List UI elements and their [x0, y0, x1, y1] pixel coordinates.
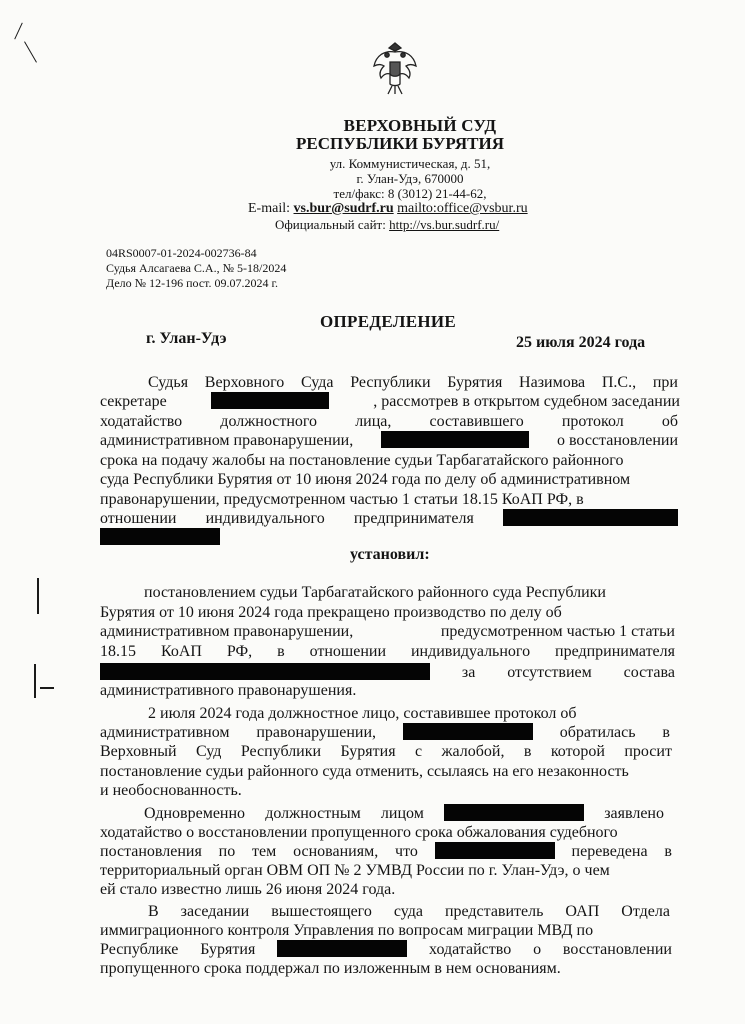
text-line — [100, 431, 678, 450]
text-line — [144, 804, 664, 823]
text-segment: секретаре — [100, 393, 167, 410]
redaction-block — [381, 431, 529, 448]
text-segment: суда Республики Бурятия от 10 июня 2024 года по делу об административном — [100, 471, 631, 488]
text-segment: с — [414, 743, 423, 760]
margin-mark — [14, 23, 23, 40]
text-line — [100, 742, 672, 761]
margin-mark — [34, 664, 36, 698]
text-segment: Суд — [196, 743, 222, 760]
text-segment: которой — [550, 743, 605, 760]
text-line — [100, 880, 500, 899]
email-link-2[interactable]: mailto:office@vsbur.ru — [397, 201, 528, 216]
text-segment: отношении — [100, 510, 177, 527]
text-line — [100, 681, 400, 700]
text-segment: В — [148, 903, 159, 920]
text-segment: , рассмотрев в открытом судебном заседании — [373, 393, 680, 410]
text-segment: постановления — [100, 843, 202, 860]
text-line — [100, 642, 675, 661]
text-segment: представитель — [444, 903, 544, 920]
redaction-block — [503, 509, 678, 526]
text-segment: административном — [100, 724, 230, 741]
text-line — [100, 490, 680, 509]
text-segment: предусмотренном частью 1 статьи — [440, 623, 675, 640]
case-number: Дело № 12-196 пост. 09.07.2024 г. — [106, 276, 279, 290]
text-line — [100, 861, 675, 880]
text-segment: КоАП — [160, 643, 202, 660]
text-segment: постановление судьи районного суда отменить, ссылаясь на его незаконность — [100, 763, 629, 780]
text-line — [100, 603, 675, 622]
text-segment: Республики — [240, 743, 322, 760]
text-line — [100, 622, 675, 641]
site-line — [275, 217, 499, 233]
text-line — [100, 921, 672, 940]
text-segment: индивидуального — [410, 643, 531, 660]
text-segment: Отдела — [621, 903, 670, 920]
text-segment: просит — [624, 743, 672, 760]
text-line — [100, 470, 678, 489]
text-segment: административном правонарушении, — [100, 623, 354, 640]
text-segment: при — [652, 374, 678, 391]
text-segment: и необоснованность. — [100, 782, 242, 799]
text-segment: ходатайство — [100, 413, 183, 430]
phone: тел/факс: 8 (3012) 21-44-62, — [333, 186, 487, 201]
text-segment: Бурятия — [447, 374, 503, 391]
text-segment: в — [523, 743, 532, 760]
text-line — [100, 723, 670, 742]
text-segment: суда — [393, 903, 423, 920]
address-city: г. Улан-Удэ, 670000 — [356, 171, 464, 186]
text-segment: срока на подачу жалобы на постановление судьи Тарбагатайского районного — [100, 452, 624, 469]
text-segment: Бурятия — [200, 941, 256, 958]
redaction-block — [211, 392, 329, 409]
margin-mark — [37, 578, 39, 614]
text-segment: Суда — [300, 374, 334, 391]
text-line — [148, 704, 670, 723]
ustanovil-heading: установил: — [350, 546, 430, 563]
text-segment: Верховного — [204, 374, 285, 391]
email-line — [248, 201, 528, 217]
text-segment: отношении — [309, 643, 387, 660]
site-label: Официальный сайт: — [275, 217, 386, 232]
text-segment: правонарушении, предусмотренном частью 1 статьи 18.15 КоАП РФ, в — [100, 491, 584, 508]
coat-of-arms-emblem — [370, 40, 420, 96]
text-segment: лицом — [380, 805, 424, 822]
text-segment: вышестоящего — [271, 903, 372, 920]
text-segment: ходатайство — [429, 941, 512, 958]
court-name-line1: ВЕРХОВНЫЙ СУД — [343, 116, 497, 135]
text-line — [100, 451, 678, 470]
text-segment: предпринимателя — [353, 510, 474, 527]
text-segment: 18.15 — [100, 643, 136, 660]
case-uid: 04RS0007-01-2024-002736-84 — [106, 246, 257, 260]
text-line — [148, 902, 670, 921]
redaction-block — [100, 528, 220, 545]
document-title: ОПРЕДЕЛЕНИЕ — [320, 312, 457, 331]
text-line — [148, 373, 678, 392]
redaction-block — [435, 842, 555, 859]
text-segment: заявлено — [604, 805, 664, 822]
document-city: г. Улан-Удэ — [146, 330, 227, 347]
text-segment: по — [218, 843, 236, 860]
text-segment: в — [664, 843, 672, 860]
redaction-block — [403, 723, 533, 740]
text-segment: ОАП — [565, 903, 600, 920]
redaction-block — [100, 663, 430, 680]
text-segment: ей стало известно лишь 26 июня 2024 года. — [100, 881, 396, 898]
text-line — [100, 781, 400, 800]
text-segment: Республики — [350, 374, 431, 391]
text-segment: постановлением судьи Тарбагатайского районного суда Республики — [144, 584, 606, 601]
text-line — [100, 528, 220, 545]
text-segment: что — [395, 843, 418, 860]
text-segment: в — [277, 643, 285, 660]
text-segment: обратилась — [559, 724, 636, 741]
text-segment: Республике — [100, 941, 179, 958]
text-segment: составившего — [429, 413, 524, 430]
text-line — [100, 762, 675, 781]
text-segment: тем — [252, 843, 277, 860]
text-segment: предпринимателя — [555, 643, 675, 660]
text-segment: административном правонарушении, — [100, 432, 354, 449]
text-segment: Судья — [148, 374, 189, 391]
text-line — [100, 842, 672, 861]
text-segment: переведена — [571, 843, 648, 860]
text-segment: основаниям, — [293, 843, 379, 860]
text-line — [144, 583, 684, 602]
text-segment: П.С., — [601, 374, 637, 391]
text-segment: Одновременно — [144, 805, 246, 822]
redaction-block — [277, 940, 407, 957]
text-segment: в — [662, 724, 670, 741]
text-segment: должностного — [220, 413, 318, 430]
case-judge: Судья Алсагаева С.А., № 5-18/2024 — [106, 261, 287, 275]
text-segment: Назимова — [519, 374, 586, 391]
text-segment: административного правонарушения. — [100, 682, 357, 699]
text-segment: Бурятия от 10 июня 2024 года прекращено производство по делу об — [100, 604, 562, 621]
text-segment: о — [533, 941, 542, 958]
text-segment: заседании — [180, 903, 250, 920]
site-link[interactable]: http://vs.bur.sudrf.ru/ — [389, 217, 500, 232]
email-label: E-mail: — [248, 201, 290, 216]
email-link[interactable]: vs.bur@sudrf.ru — [293, 201, 394, 216]
text-line — [100, 940, 672, 959]
text-segment: Верховный — [100, 743, 177, 760]
document-date: 25 июля 2024 года — [516, 334, 646, 351]
court-name-line2: РЕСПУБЛИКИ БУРЯТИЯ — [296, 134, 504, 153]
text-segment: индивидуального — [205, 510, 325, 527]
text-line — [100, 509, 678, 528]
text-segment: пропущенного срока поддержал по изложенным в нем основаниям. — [100, 960, 561, 977]
text-line — [100, 959, 620, 978]
text-segment: РФ, — [226, 643, 253, 660]
text-line — [100, 823, 670, 842]
margin-mark — [24, 41, 37, 62]
text-segment: ходатайство о восстановлении пропущенного срока обжалования судебного — [100, 824, 618, 841]
text-segment: правонарушении, — [256, 724, 377, 741]
text-segment: лица, — [355, 413, 392, 430]
margin-mark — [40, 687, 54, 689]
text-line — [100, 412, 678, 431]
text-segment: жалобой, — [441, 743, 505, 760]
text-segment: состава — [623, 664, 675, 681]
text-segment: 2 июля 2024 года должностное лицо, составившее протокол об — [148, 705, 577, 722]
text-segment: иммиграционного контроля Управления по вопросам миграции МВД по — [100, 922, 594, 939]
redaction-block — [444, 804, 584, 821]
text-segment: за — [461, 664, 476, 681]
text-line — [100, 663, 675, 682]
text-segment: восстановлении — [562, 941, 672, 958]
address-street: ул. Коммунистическая, д. 51, — [329, 156, 491, 171]
text-segment: об — [661, 413, 678, 430]
text-segment: отсутствием — [507, 664, 592, 681]
text-segment: о восстановлении — [556, 432, 678, 449]
text-segment: должностным — [265, 805, 361, 822]
text-segment: территориальный орган ОВМ ОП № 2 УМВД России по г. Улан-Удэ, о чем — [100, 862, 610, 879]
text-line — [100, 392, 680, 411]
text-segment: протокол — [561, 413, 624, 430]
text-segment: Бурятия — [340, 743, 396, 760]
